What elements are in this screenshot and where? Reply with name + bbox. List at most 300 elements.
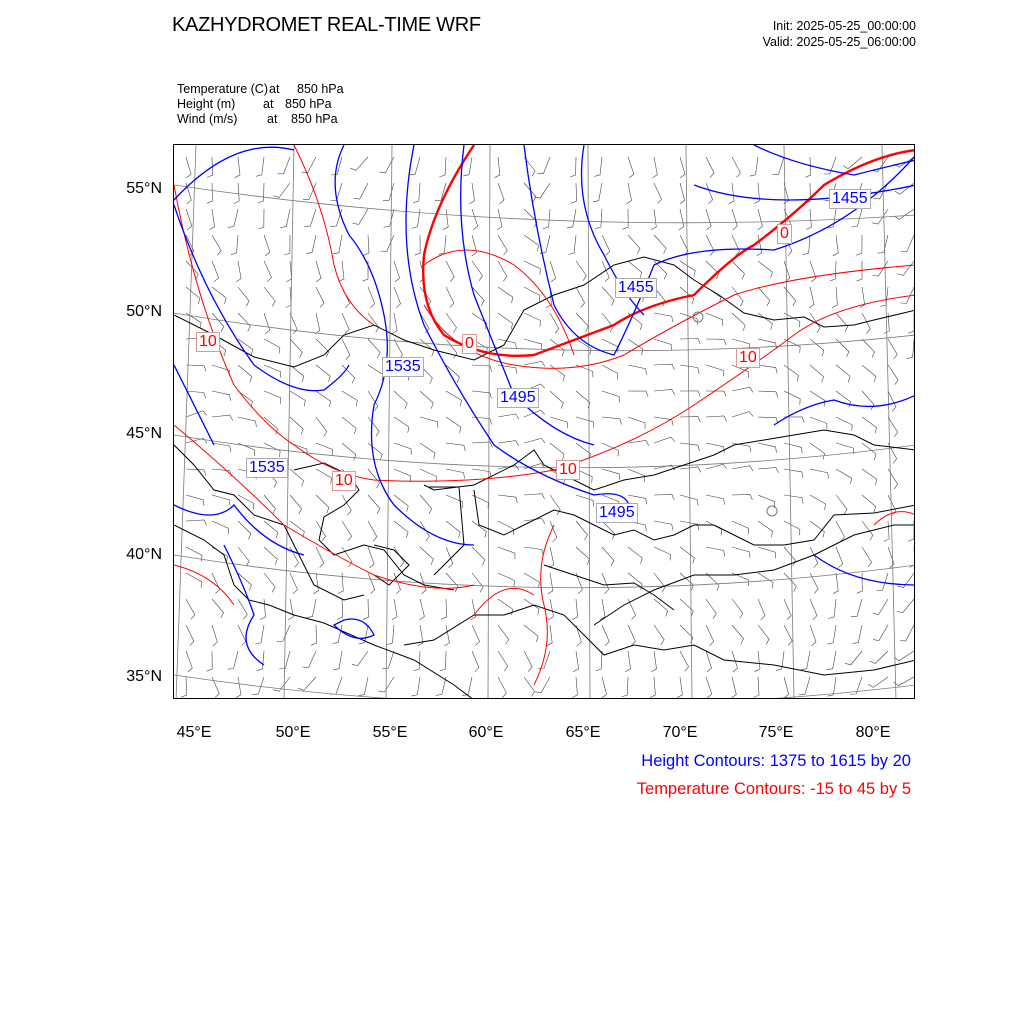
wind-barb	[784, 287, 796, 306]
wind-barb	[914, 391, 915, 412]
temperature-contour-label: 0	[462, 334, 477, 354]
wind-barb	[342, 339, 350, 360]
wind-barb	[625, 651, 630, 672]
wind-barb	[352, 651, 368, 666]
wind-barb	[238, 417, 256, 427]
wind-barb	[307, 599, 317, 618]
wind-barb	[862, 547, 872, 567]
wind-barb	[439, 235, 446, 255]
wind-barb	[186, 573, 202, 588]
wind-barb	[650, 677, 655, 698]
wind-barb	[238, 547, 249, 566]
lon-tick-label: 50°E	[275, 724, 311, 741]
wind-barb	[212, 625, 217, 646]
wind-barb	[758, 365, 777, 374]
wind-barb	[264, 417, 278, 435]
height-contour	[174, 147, 294, 200]
wind-barb	[729, 183, 734, 204]
wind-barb	[290, 469, 304, 486]
wind-barb	[368, 313, 379, 333]
wind-barb	[900, 625, 914, 641]
wind-barb	[535, 677, 550, 693]
wind-barb	[754, 183, 759, 204]
wind-barb	[420, 547, 433, 565]
wind-barb	[758, 261, 772, 278]
wind-barb	[880, 287, 888, 306]
height-contour	[406, 145, 629, 505]
wind-barb	[498, 547, 515, 559]
wind-barb	[654, 521, 673, 530]
temperature-contour-label: 0	[777, 224, 792, 244]
wind-barb	[799, 677, 810, 695]
wind-barb	[368, 443, 382, 460]
wind-barb	[595, 209, 602, 229]
wind-barb	[186, 469, 206, 476]
wind-barb	[652, 157, 657, 178]
wind-barb	[758, 599, 765, 620]
wind-barb	[627, 183, 632, 204]
wind-barb	[732, 494, 752, 500]
wind-barb	[446, 313, 457, 333]
wind-barb	[914, 443, 915, 463]
wind-barb	[654, 339, 672, 351]
wind-barb	[654, 625, 664, 645]
wind-barb	[256, 157, 264, 176]
wind-barb	[339, 261, 344, 282]
wind-barb	[732, 387, 753, 392]
wind-barb	[654, 417, 673, 426]
wind-barb	[680, 521, 699, 530]
wind-barb	[415, 235, 421, 255]
wind-barb	[498, 677, 506, 698]
height-contour	[774, 395, 915, 425]
wind-barb	[549, 547, 554, 568]
temperature-contour-label: 10	[556, 460, 580, 480]
temperature-contour	[874, 512, 915, 525]
height-contour	[754, 145, 915, 175]
wind-barb	[732, 157, 741, 177]
wind-barb	[856, 235, 862, 255]
temperature-legend: Temperature Contours: -15 to 45 by 5	[636, 780, 911, 798]
wind-barb	[845, 651, 862, 665]
temperature-contour-label: 10	[196, 332, 220, 352]
wind-barb	[186, 495, 204, 506]
wind-barb	[446, 261, 454, 282]
wind-barb	[862, 495, 876, 512]
map-title: KAZHYDROMET REAL-TIME WRF	[172, 14, 481, 36]
wind-barb	[264, 313, 270, 334]
lat-tick-label: 35°N	[126, 668, 162, 685]
height-contour-label: 1455	[615, 278, 657, 298]
wind-barb	[186, 599, 195, 619]
wind-barb	[680, 157, 685, 178]
wind-barb	[810, 417, 827, 429]
wind-barb	[368, 547, 374, 568]
wind-barb	[212, 547, 227, 562]
wind-barb	[810, 625, 816, 646]
wind-barb	[706, 677, 712, 698]
wind-barb	[628, 391, 648, 397]
wind-barb	[758, 287, 770, 306]
wind-barb	[186, 625, 194, 646]
wind-barb	[914, 495, 915, 516]
lon-tick-label: 45°E	[176, 724, 212, 741]
wind-barb	[857, 573, 863, 593]
wind-barb	[810, 261, 816, 282]
temperature-contours	[174, 145, 915, 685]
wind-barb	[446, 287, 454, 308]
wind-barb	[706, 625, 714, 646]
wind-barb	[368, 521, 377, 541]
wind-barb	[277, 625, 290, 642]
wind-barb	[316, 391, 331, 407]
wind-barb	[333, 235, 342, 254]
wind-barb	[654, 599, 668, 616]
wind-barb	[316, 495, 329, 513]
wind-barb	[446, 417, 461, 433]
wind-barb	[359, 677, 369, 696]
height-legend: Height Contours: 1375 to 1615 by 20	[641, 752, 911, 770]
wind-barb	[238, 625, 246, 646]
wind-barb	[888, 469, 898, 489]
valid-time: Valid: 2025-05-25_06:00:00	[762, 35, 916, 49]
wind-barb	[602, 391, 620, 403]
wind-barb	[706, 416, 727, 421]
wind-barb	[231, 235, 238, 255]
wind-barb	[524, 287, 540, 301]
wind-barb	[784, 313, 800, 327]
wind-barb	[872, 209, 888, 224]
wind-barb	[394, 391, 407, 409]
wind-barb	[758, 625, 769, 644]
wind-barb	[862, 313, 870, 334]
wind-barb	[758, 313, 772, 330]
wind-barb	[273, 183, 290, 197]
wind-barb	[784, 469, 803, 478]
wind-barb	[773, 157, 784, 175]
wind-barb	[316, 287, 324, 308]
lat-tick-label: 55°N	[126, 180, 162, 197]
wind-barb	[472, 469, 491, 477]
wind-barb	[472, 391, 492, 399]
wind-barb	[316, 417, 327, 437]
wind-barb	[754, 677, 759, 698]
wind-barb	[706, 573, 719, 591]
wind-barb	[342, 521, 352, 541]
wind-barb	[235, 157, 240, 178]
wind-barb	[572, 677, 577, 698]
wind-barb	[836, 495, 847, 514]
wind-barb	[290, 391, 305, 406]
wind-barb	[602, 677, 607, 698]
wind-barb	[288, 599, 293, 620]
wind-barb	[264, 521, 278, 538]
wind-barb	[732, 599, 743, 618]
wind-barb	[524, 625, 538, 642]
wind-barb	[236, 677, 241, 698]
wind-barb	[832, 287, 837, 308]
wind-barb	[706, 365, 724, 376]
wind-barb	[286, 287, 292, 308]
height-contours	[174, 145, 915, 665]
wind-barb	[316, 443, 333, 456]
wind-barb	[264, 573, 275, 592]
wind-barb	[731, 677, 736, 698]
wind-barb	[363, 599, 369, 619]
wind-barb	[258, 209, 264, 229]
wind-barb	[498, 183, 504, 204]
wind-barb	[571, 183, 577, 203]
wind-barb	[387, 625, 394, 645]
wind-barb	[472, 495, 488, 509]
wind-barb	[868, 677, 888, 687]
wind-barb	[394, 417, 409, 433]
lon-tick-label: 75°E	[758, 724, 794, 741]
wind-barb	[628, 157, 634, 178]
wind-barb	[836, 365, 850, 382]
wind-barb	[784, 625, 792, 646]
wind-barb	[212, 235, 221, 255]
wind-barb	[706, 339, 726, 345]
wind-barb	[238, 313, 250, 332]
wind-barb	[316, 365, 330, 382]
wind-barb	[342, 391, 357, 406]
wind-barb	[212, 599, 224, 618]
wind-barb	[212, 365, 230, 376]
wind-barb	[238, 521, 251, 539]
wind-barb	[524, 313, 540, 327]
wind-barb	[680, 547, 694, 564]
wind-barb	[472, 261, 483, 281]
wind-barb	[784, 495, 803, 503]
wind-barb	[394, 495, 408, 512]
wind-barb	[264, 339, 280, 354]
wind-barb	[894, 677, 914, 686]
wind-barb	[784, 261, 790, 282]
wind-barb	[576, 287, 585, 307]
field-name: Wind (m/s)	[177, 112, 238, 126]
wind-barb	[732, 625, 744, 644]
wind-barb	[549, 599, 554, 620]
wind-barb	[732, 412, 753, 417]
wind-barb	[304, 209, 316, 226]
wind-barb	[862, 417, 877, 433]
wind-barb	[186, 651, 192, 672]
field-level: 850 hPa	[285, 97, 332, 111]
wind-barb	[776, 651, 784, 670]
wind-barb	[654, 389, 675, 394]
lat-tick-label: 50°N	[126, 303, 162, 320]
wind-barb	[264, 365, 281, 378]
wind-barb	[732, 209, 737, 230]
wind-barb	[894, 651, 914, 661]
wind-barb	[303, 651, 316, 667]
wind-barb	[706, 183, 713, 204]
wind-barb	[316, 339, 329, 357]
wind-barb	[186, 438, 207, 443]
height-contour	[334, 619, 374, 638]
wind-barb	[573, 651, 578, 672]
wind-barb	[228, 651, 238, 669]
wind-barb	[852, 625, 862, 644]
wind-barb	[212, 677, 219, 698]
wind-barb	[576, 443, 590, 460]
wind-barb	[757, 235, 762, 256]
wind-barb	[524, 494, 545, 499]
wind-barb	[446, 391, 461, 406]
wind-barb	[680, 495, 698, 506]
wind-barb	[264, 547, 277, 565]
wind-barb	[394, 469, 411, 482]
wind-barb	[316, 547, 324, 568]
wind-barb	[732, 466, 753, 471]
wind-barb	[186, 287, 200, 304]
wind-barb	[898, 261, 915, 275]
wind-barb	[353, 209, 368, 224]
wind-barb	[909, 547, 915, 567]
wind-barb	[413, 183, 420, 203]
wind-barb	[383, 183, 394, 201]
wind-barb	[677, 677, 682, 698]
wind-barb	[680, 443, 699, 451]
wind-barb	[784, 443, 802, 453]
wind-barb	[550, 443, 564, 460]
wind-barb	[440, 651, 446, 671]
wind-barb	[570, 157, 576, 177]
wind-barb	[286, 261, 291, 282]
wind-barb	[576, 417, 594, 428]
height-contour-label: 1495	[497, 388, 539, 408]
lon-tick-label: 80°E	[855, 724, 891, 741]
wind-barb	[873, 625, 888, 641]
wind-barb	[758, 521, 773, 537]
wind-barb	[810, 599, 817, 620]
wind-barb	[498, 441, 519, 446]
wind-barb	[550, 391, 563, 409]
wind-barb	[212, 415, 233, 420]
wind-barb	[628, 625, 635, 646]
wind-barb	[654, 183, 662, 204]
height-contour	[524, 145, 915, 355]
wind-barb	[836, 443, 854, 454]
init-time: Init: 2025-05-25_00:00:00	[772, 19, 916, 33]
wind-barb	[495, 157, 500, 178]
wind-barb	[524, 438, 545, 443]
wind-barb	[446, 365, 459, 383]
wind-barb	[680, 467, 701, 472]
wind-barb	[238, 573, 251, 591]
wind-barb	[524, 599, 539, 615]
wind-barb	[498, 313, 513, 329]
wind-barb	[654, 313, 673, 322]
field-name: Temperature (C)	[177, 82, 268, 96]
wind-barb	[550, 261, 556, 282]
wind-barb	[394, 443, 411, 455]
wind-barb	[706, 599, 716, 619]
lon-tick-label: 65°E	[565, 724, 601, 741]
wind-barb	[602, 573, 609, 594]
wind-barb	[732, 235, 740, 256]
wind-barb	[600, 599, 605, 620]
wind-barb	[524, 361, 545, 366]
wind-barb	[186, 520, 207, 526]
wind-barb	[444, 625, 449, 646]
wind-barb	[628, 469, 645, 482]
wind-barb	[873, 599, 888, 614]
wind-barb	[368, 495, 380, 514]
wind-barb	[290, 339, 302, 358]
lon-tick-label: 55°E	[372, 724, 408, 741]
wind-barb	[238, 365, 252, 382]
wind-barb	[628, 417, 645, 429]
wind-barb	[186, 209, 192, 230]
wind-barb	[732, 521, 749, 534]
wind-barb	[651, 209, 656, 230]
wind-barb	[809, 287, 814, 308]
wind-barb	[679, 209, 684, 230]
wind-barb	[680, 365, 699, 374]
wind-barb	[368, 469, 380, 488]
wind-barb	[368, 287, 375, 308]
wind-barb	[212, 495, 230, 506]
wind-barb	[238, 287, 249, 306]
wind-barb	[548, 573, 553, 594]
temperature-contour	[294, 145, 374, 325]
wind-barb	[441, 599, 447, 619]
wind-barb	[498, 573, 514, 586]
wind-barb	[290, 443, 307, 455]
wind-barb	[524, 339, 542, 350]
wind-barb	[414, 651, 420, 671]
wind-barb	[602, 547, 614, 566]
wind-barb	[186, 157, 191, 178]
temperature-contour	[474, 588, 534, 615]
wind-barb	[836, 313, 848, 332]
wind-barb	[836, 417, 852, 431]
wind-barb	[350, 157, 368, 170]
wind-barb	[472, 287, 484, 306]
wind-barb	[576, 391, 590, 408]
wind-barb	[602, 625, 609, 646]
wind-barb	[359, 625, 368, 644]
wind-barb	[186, 365, 206, 371]
wind-barb	[862, 469, 877, 485]
wind-barb	[420, 443, 435, 459]
wind-barb	[806, 209, 811, 230]
wind-barb	[306, 235, 316, 253]
wind-barb	[368, 339, 380, 358]
wind-barb	[628, 441, 649, 446]
wind-barb	[628, 365, 647, 375]
wind-barb	[498, 235, 507, 255]
wind-barb	[368, 365, 383, 381]
wind-barb	[810, 339, 824, 356]
wind-barb	[576, 261, 586, 281]
wind-barb	[576, 495, 594, 507]
wind-barb	[732, 261, 745, 279]
wind-barb	[384, 209, 394, 227]
wind-barb	[443, 209, 448, 230]
wind-barb	[316, 261, 321, 282]
wind-barb	[446, 443, 465, 451]
wind-barb	[524, 235, 539, 251]
wind-barb	[836, 521, 845, 541]
temperature-contour-label: 10	[332, 471, 356, 491]
wind-barb	[833, 235, 838, 256]
wind-barb	[368, 573, 375, 594]
lon-tick-label: 70°E	[662, 724, 698, 741]
lake-marker	[767, 506, 777, 516]
